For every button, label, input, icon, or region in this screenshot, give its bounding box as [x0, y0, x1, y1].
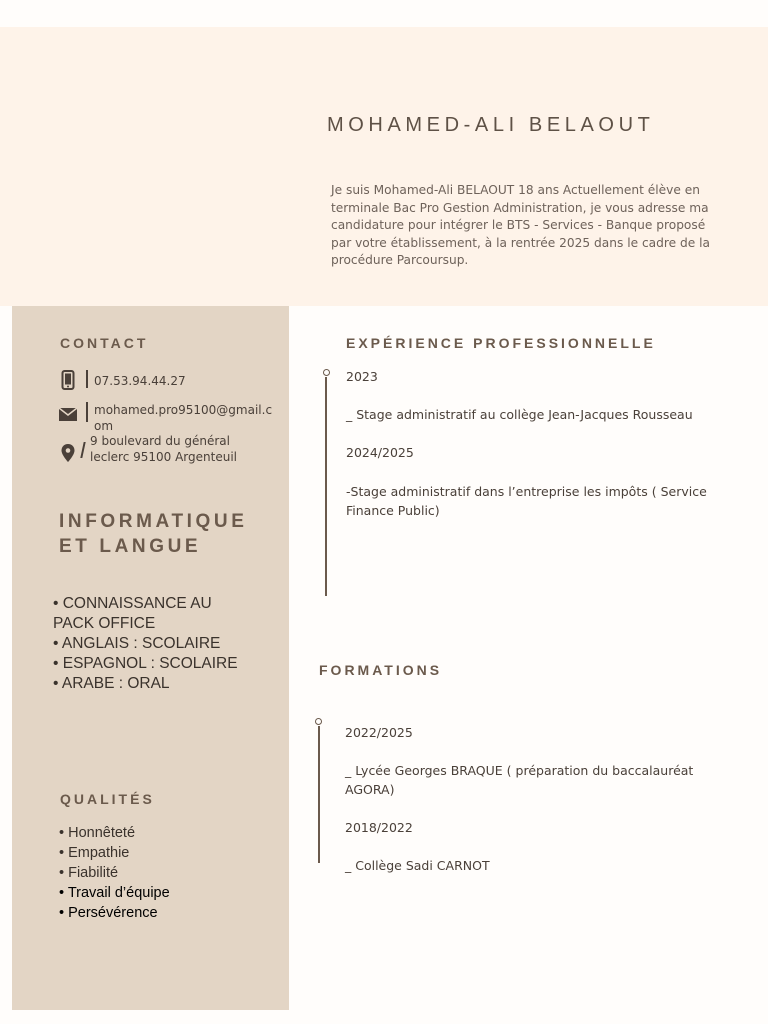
experience-title: EXPÉRIENCE PROFESSIONNELLE: [346, 335, 656, 351]
skills-list: [53, 594, 238, 694]
list-item: • Empathie: [59, 845, 130, 861]
email-line-1: mohamed.pro95100@gmail.c: [94, 403, 273, 417]
education-year-1: 2022/2025: [345, 725, 413, 740]
qualities-list: [59, 823, 170, 923]
education-title: FORMATIONS: [319, 662, 443, 678]
intro-paragraph: Je suis Mohamed-Ali BELAOUT 18 ans Actuellement élève en terminale Bac Pro Gestion Administration, je vous adresse ma candidature pour intégrer le BTS - Services - Banque proposé par votre établissement, à la rentrée 2025 dans le cadre de la procédure Parcoursup.: [331, 183, 710, 267]
education-entry-1: _ Lycée Georges BRAQUE ( préparation du baccalauréat AGORA): [345, 763, 694, 797]
location-pin-icon: [58, 443, 78, 463]
contact-separator: [86, 370, 88, 388]
contact-separator: [80, 442, 85, 458]
experience-timeline: [325, 377, 327, 596]
email-address: [94, 402, 272, 434]
skills-title-line-2: ET LANGUE: [59, 536, 202, 557]
address-line-2: leclerc 95100 Argenteuil: [90, 450, 237, 464]
skills-title-line-1: INFORMATIQUE: [59, 511, 248, 532]
list-item: • ARABE : ORAL: [53, 675, 170, 692]
list-item: • CONNAISSANCE AU: [53, 595, 212, 612]
experience-entry-2: -Stage administratif dans l’entreprise les impôts ( Service Finance Public): [346, 484, 707, 518]
list-item: • Persévérence: [59, 905, 158, 921]
list-item: • ESPAGNOL : SCOLAIRE: [53, 655, 238, 672]
education-entry-2: _ Collège Sadi CARNOT: [345, 858, 490, 873]
phone-number: 07.53.94.44.27: [94, 374, 186, 388]
qualities-title: QUALITÉS: [60, 791, 155, 807]
timeline-dot: [323, 369, 330, 376]
mail-icon: [58, 404, 78, 424]
list-item: • ANGLAIS : SCOLAIRE: [53, 635, 221, 652]
phone-icon: [58, 370, 78, 390]
experience-year-2: 2024/2025: [346, 445, 414, 460]
contact-email-row: [58, 402, 272, 434]
email-line-2: om: [94, 419, 114, 433]
list-item: • Honnêteté: [59, 825, 136, 841]
address-line-1: 9 boulevard du général: [90, 434, 230, 448]
contact-title: CONTACT: [60, 335, 149, 351]
contact-phone-row: [58, 370, 186, 390]
timeline-dot: [315, 718, 322, 725]
list-item: • Travail d’équipe: [59, 885, 170, 901]
experience-year-1: 2023: [346, 369, 378, 384]
contact-address-row: [58, 433, 237, 465]
contact-separator: [86, 402, 88, 422]
experience-entry-1: _ Stage administratif au collège Jean-Jacques Rousseau: [346, 407, 693, 422]
postal-address: [90, 433, 237, 465]
education-year-2: 2018/2022: [345, 820, 413, 835]
candidate-name: MOHAMED-ALI BELAOUT: [327, 114, 655, 136]
list-item: • Fiabilité: [59, 865, 119, 881]
list-item: PACK OFFICE: [53, 615, 156, 632]
education-timeline: [318, 726, 320, 863]
skills-title: [59, 509, 248, 559]
